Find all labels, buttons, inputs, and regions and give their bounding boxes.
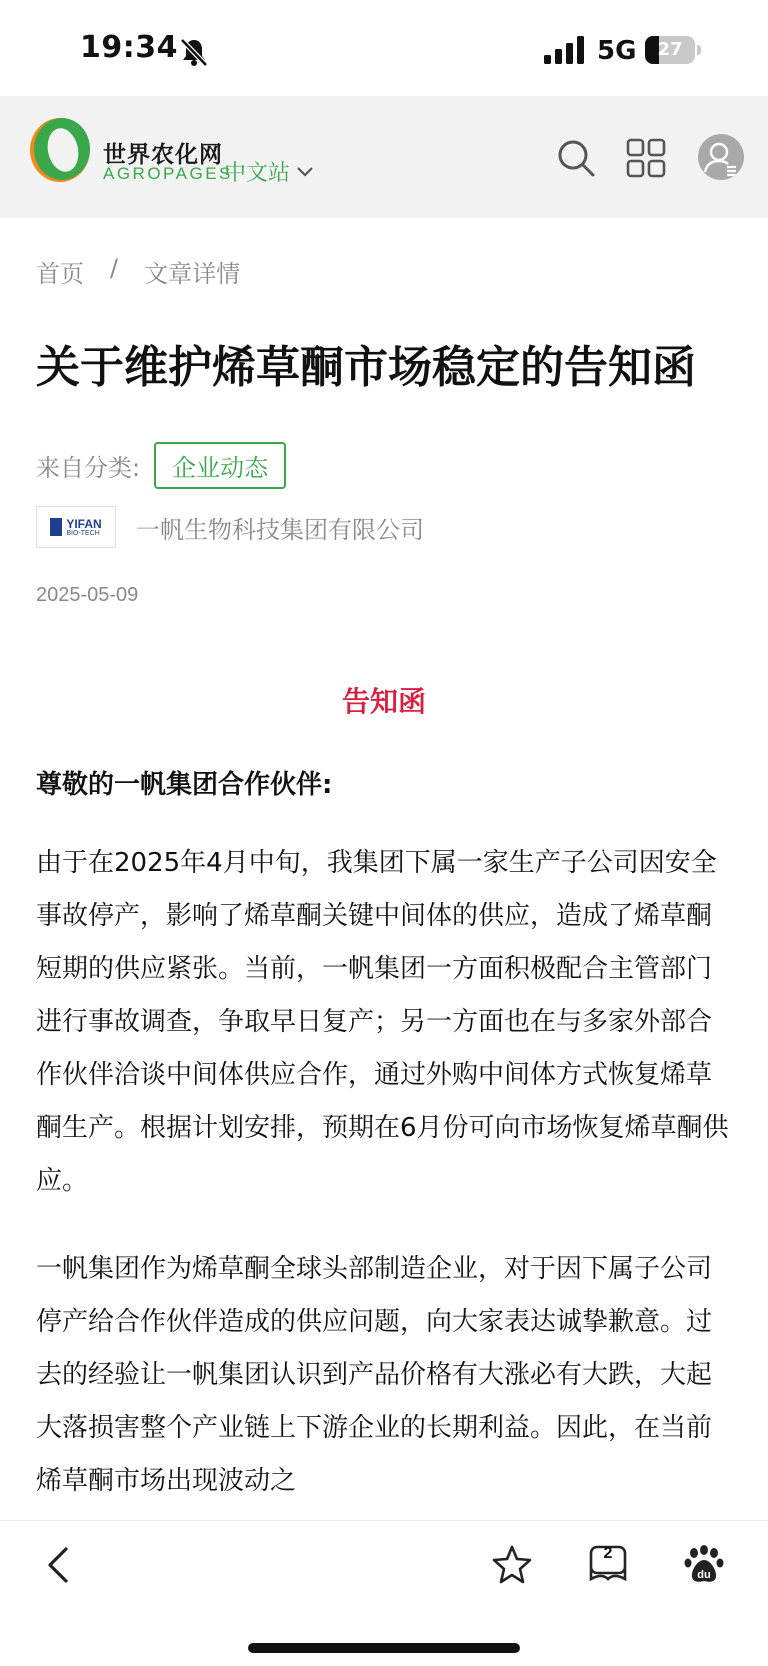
status-bar (0, 0, 768, 96)
network-type: 5G (597, 36, 637, 66)
notice-title: 告知函 (341, 685, 426, 718)
site-language-switch[interactable] (224, 156, 314, 187)
article-paragraph-1: 由于在2025年4月中旬，我集团下属一家生产子公司因安全事故停产，影响了烯草酮关键中间体的供应，造成了烯草酮短期的供应紧张。当前，一帆集团一方面积极配合主管部门进行事故调查，争取早日复产；另一方面也在与多家外部合作伙伴洽谈中间体供应合作，通过外购中间体方式恢复烯草酮生产。根据计划安排，预期在6月份可向市场恢复烯草酮供应。 (36, 848, 729, 1196)
star-icon[interactable] (490, 1543, 534, 1587)
svg-text:du: du (697, 1569, 711, 1581)
battery-level: 27 (657, 39, 683, 60)
breadcrumb-current: 文章详情 (144, 260, 241, 288)
status-time: 19:34 (80, 30, 178, 65)
site-switch-label: 中文站 (224, 161, 291, 186)
publish-date: 2025-05-09 (36, 584, 139, 606)
logo-text-en: AGROPAGES (103, 164, 233, 183)
bottom-toolbar (0, 1520, 768, 1666)
site-header (0, 96, 768, 218)
article-source (36, 506, 424, 548)
tab-count: 2 (603, 1545, 613, 1562)
breadcrumb-home-link[interactable]: 首页 (36, 260, 84, 288)
company-logo-text: YIFAN (66, 516, 102, 531)
grid-menu-icon[interactable] (624, 136, 668, 180)
breadcrumb-separator: / (110, 254, 119, 282)
user-avatar-icon[interactable] (698, 134, 744, 180)
article-title: 关于维护烯草酮市场稳定的告知函 (36, 342, 696, 393)
company-logo-subtext: BIO-TECH (66, 529, 100, 537)
cell-signal-icon (544, 36, 586, 64)
company-logo[interactable] (36, 506, 116, 548)
category-tag[interactable]: 企业动态 (154, 442, 286, 489)
tabs-icon[interactable] (586, 1543, 630, 1587)
breadcrumb (36, 254, 240, 289)
article-paragraph-2: 一帆集团作为烯草酮全球头部制造企业，对于因下属子公司停产给合作伙伴造成的供应问题，向大家表达诚挚歉意。过去的经验让一帆集团认识到产品价格有大涨必有大跌，大起大落损害整个产业链上下游企业的长期利益。因此，在当前烯草酮市场出现波动之 (36, 1254, 713, 1496)
category-label: 来自分类: (36, 454, 141, 482)
agropages-logo-icon[interactable] (24, 112, 96, 184)
bell-muted-icon (178, 36, 210, 68)
logo-text-cn: 世界农化网 (103, 142, 223, 168)
back-chevron-icon[interactable] (38, 1543, 82, 1587)
home-indicator (248, 1643, 520, 1653)
article-category (36, 442, 286, 489)
battery-icon (645, 36, 701, 64)
salutation: 尊敬的一帆集团合作伙伴: (36, 770, 333, 800)
search-icon[interactable] (554, 136, 598, 180)
company-name[interactable]: 一帆生物科技集团有限公司 (136, 515, 424, 544)
yifan-mark-icon (50, 518, 62, 536)
chevron-down-icon (296, 166, 314, 178)
baidu-paw-icon[interactable] (682, 1543, 726, 1587)
